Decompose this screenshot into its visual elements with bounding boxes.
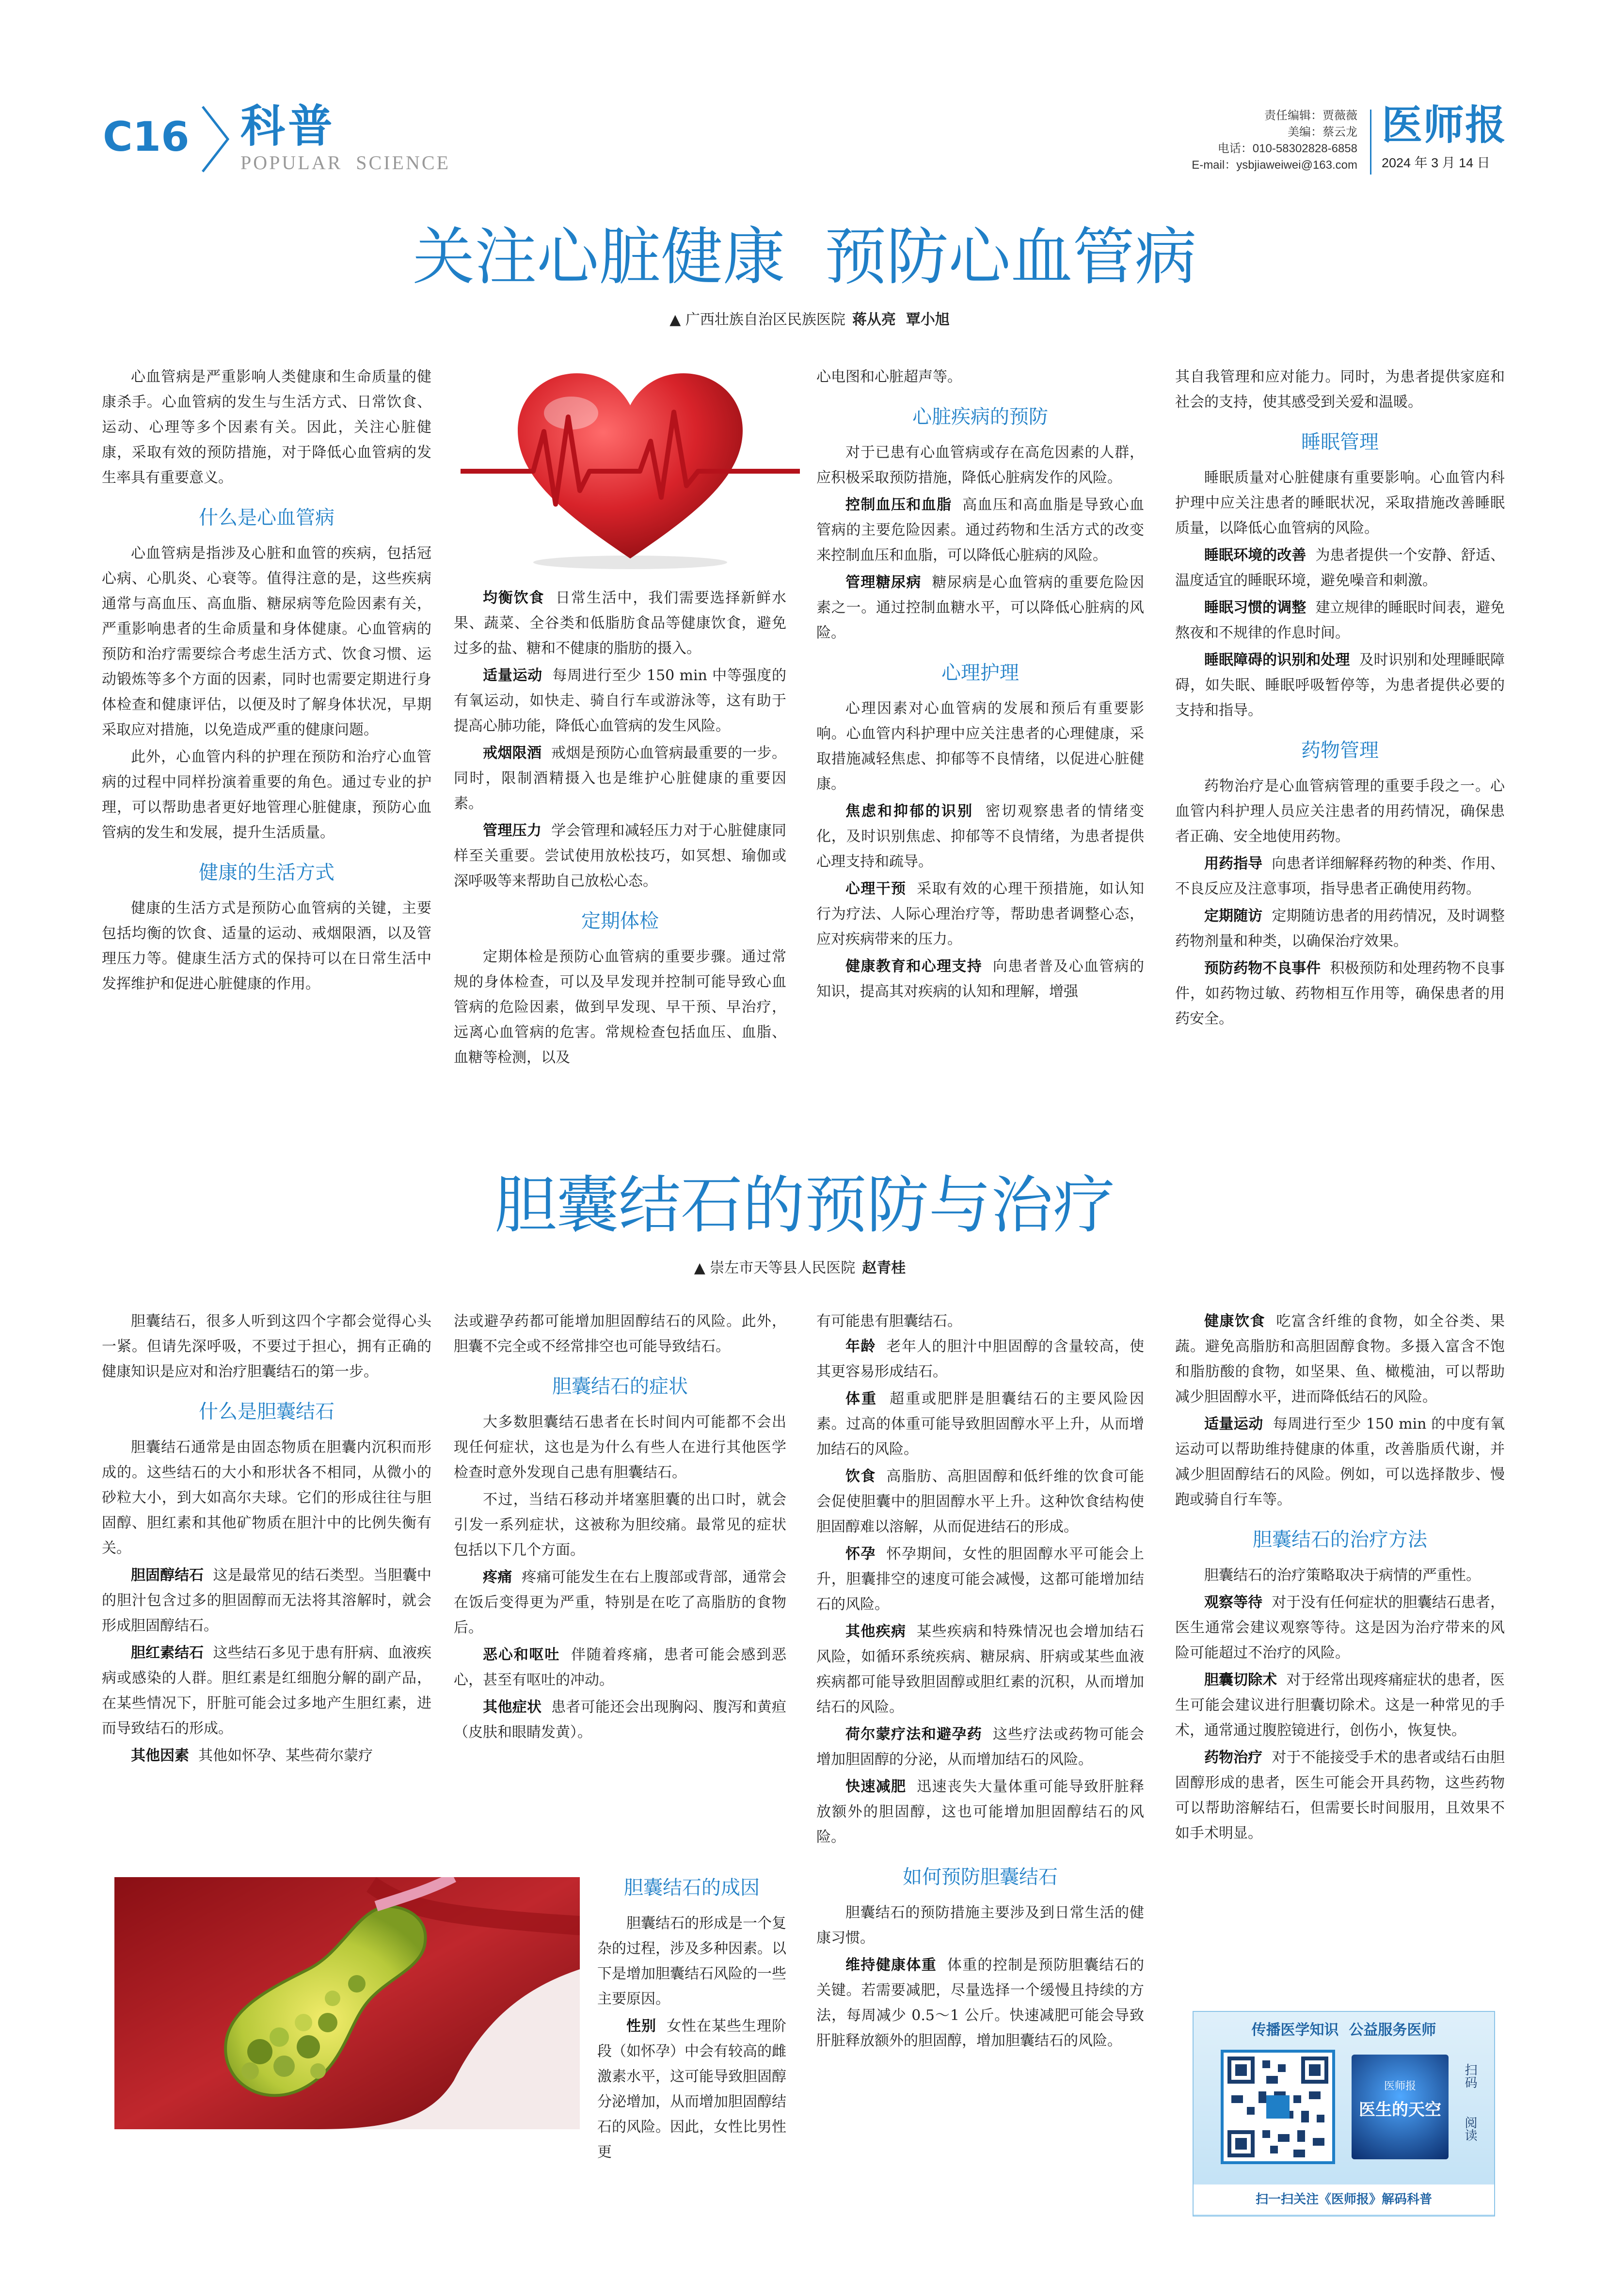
article2-column-2-lower [597, 1873, 786, 2165]
article2-column-3 [816, 1309, 1144, 2054]
side-text-a: 扫码 [1463, 2063, 1477, 2089]
article2-byline [533, 1256, 1067, 1277]
page-number: C16 [103, 113, 190, 160]
byline-authors: 蒋从亮 覃小旭 [852, 311, 950, 328]
paragraph: 预防药物不良事件 积极预防和处理药物不良事件，如药物过敏、药物相互作用等，确保患者的用药安全。 [1175, 960, 1505, 1027]
section-heading: 如何预防胆囊结石 [903, 1866, 1058, 1888]
article1-column-4 [1175, 365, 1505, 1032]
paragraph: 维持健康体重 体重的控制是预防胆囊结石的关键。若需要减肥，尽量选择一个缓慢且持续的方法，每周减少 0.5～1 公斤。快速减肥可能会导致肝脏释放额外的胆固醇，增加胆囊结石的风险。 [816, 1957, 1144, 2049]
article2-column-4 [1175, 1309, 1505, 1846]
section-heading: 心理护理 [941, 662, 1019, 684]
editor-credits [1144, 108, 1357, 174]
paragraph: 体重 超重或肥胖是胆囊结石的主要风险因素。过高的体重可能导致胆固醇水平上升，从而增加结石的风险。 [816, 1390, 1145, 1458]
bold-term: 恶心和呕吐 [483, 1646, 560, 1663]
paragraph: 怀孕 怀孕期间，女性的胆固醇水平可能会上升，胆囊排空的速度可能会减慢，这都可能增加结石的风险。 [816, 1546, 1145, 1613]
paragraph: 健康的生活方式是预防心血管病的关键，主要包括均衡的饮食、适量的运动、戒烟限酒，以及管理压力等。健康生活方式的保持可以在日常生活中发挥维护和促进心脏健康的作用。 [102, 900, 431, 992]
paragraph: 健康饮食 吃富含纤维的食物，如全谷类、果蔬。避免高脂肪和高胆固醇食物。多摄入富含不饱和脂肪酸的食物，如坚果、鱼、橄榄油，可以帮助减少胆固醇水平，进而降低结石的风险。 [1175, 1313, 1505, 1405]
paragraph: 胆囊结石的预防措施主要涉及到日常生活的健康习惯。 [816, 1904, 1144, 1946]
paragraph: 定期随访 定期随访患者的用药情况，及时调整药物剂量和种类，以确保治疗效果。 [1175, 908, 1505, 950]
paragraph: 对于已患有心血管病或存在高危因素的人群，应积极采取预防措施，降低心脏病发作的风险。 [816, 444, 1144, 486]
bold-term: 怀孕 [845, 1546, 876, 1563]
bold-term: 均衡饮食 [483, 590, 545, 606]
paragraph-continued: 有可能患有胆囊结石。 [816, 1313, 962, 1330]
paragraph: 睡眠环境的改善 为患者提供一个安静、舒适、温度适宜的睡眠环境，避免噪音和刺激。 [1175, 547, 1505, 589]
qr-code-icon [1224, 2053, 1332, 2161]
section-heading: 胆囊结石的症状 [552, 1375, 688, 1398]
paragraph: 此外，心血管内科的护理在预防和治疗心血管病的过程中同样扮演着重要的角色。通过专业的护理，可以帮助患者更好地管理心脏健康，预防心血管病的发生和发展，提升生活质量。 [102, 749, 431, 841]
chevron-right-icon [198, 103, 237, 175]
bold-term: 胆囊切除术 [1204, 1672, 1277, 1689]
heart-illustration [461, 359, 800, 572]
paragraph-continued: 其自我管理和应对能力。同时，为患者提供家庭和社会的支持，使其感受到关爱和温暖。 [1175, 368, 1505, 411]
paragraph: 大多数胆囊结石患者在长时间内可能都不会出现任何症状，这也是为什么有些人在进行其他医学检查时意外发现自己患有胆囊结石。 [454, 1414, 786, 1481]
article1-column-3 [816, 365, 1144, 1004]
paragraph: 其他因素 其他如怀孕、某些荷尔蒙疗 [131, 1747, 373, 1764]
paragraph: 心理因素对心血管病的发展和预后有重要影响。心血管内科护理中应关注患者的心理健康，采取措施减轻焦虑、抑郁等不良情绪，以促进心脏健康。 [816, 700, 1144, 793]
bold-term: 胆固醇结石 [131, 1567, 204, 1584]
paragraph: 心理干预 采取有效的心理干预措施，如认知行为疗法、人际心理治疗等，帮助患者调整心态，应对疾病带来的压力。 [816, 880, 1145, 948]
paragraph: 管理压力 学会管理和减轻压力对于心脏健康同样至关重要。尝试使用放松技巧，如冥想、瑜伽或深呼吸等来帮助自己放松心态。 [454, 822, 787, 890]
bold-term: 健康饮食 [1204, 1313, 1266, 1330]
paragraph: 戒烟限酒 戒烟是预防心血管病最重要的一步。同时，限制酒精摄入也是维护心脏健康的重要因素。 [454, 745, 787, 812]
bold-term: 睡眠障碍的识别和处理 [1204, 652, 1350, 669]
bold-term: 其他症状 [483, 1699, 542, 1716]
contact-email[interactable]: E-mail：ysbjiaweiwei@163.com [1192, 159, 1357, 172]
bold-term: 戒烟限酒 [483, 745, 542, 762]
promo-bottom-bar [1194, 2184, 1494, 2215]
article-intro: 心血管病是严重影响人类健康和生命质量的健康杀手。心血管病的发生与生活方式、日常饮食、运动、心理等多个因素有关。因此，关注心脏健康，采取有效的预防措施，对于降低心血管病的发生率具有重要意义。 [102, 368, 431, 486]
bold-term: 疼痛 [483, 1569, 512, 1586]
video-title: 医生的天空 [1359, 2100, 1441, 2120]
bold-term: 管理压力 [483, 822, 542, 839]
bold-term: 胆红素结石 [131, 1644, 204, 1661]
video-label: 医师报 [1384, 2080, 1416, 2092]
section-heading: 心脏疾病的预防 [912, 406, 1048, 428]
issue-date: 2024 年 3 月 14 日 [1382, 156, 1490, 170]
article1-column-1 [102, 365, 431, 997]
bold-term: 体重 [845, 1390, 877, 1407]
promo-box [1193, 2011, 1495, 2216]
bold-term: 药物治疗 [1204, 1749, 1263, 1766]
header-divider [1370, 110, 1371, 175]
bold-term: 快速减肥 [845, 1778, 907, 1795]
paragraph: 定期体检是预防心血管病的重要步骤。通过常规的身体检查，可以及早发现并控制可能导致心血管病的危险因素，做到早发现、早干预、早治疗，远离心血管病的危害。常规检查包括血压、血脂、血糖等检测，以及 [454, 948, 786, 1066]
paragraph: 性别 女性在某些生理阶段（如怀孕）中会有较高的雌激素水平，这可能导致胆固醇分泌增加，从而增加胆固醇结石的风险。因此，女性比男性更 [597, 2018, 787, 2161]
contact-phone: 电话：010-58302828-6858 [1217, 142, 1357, 155]
paragraph: 焦虑和抑郁的识别 密切观察患者的情绪变化，及时识别焦虑、抑郁等不良情绪，为患者提供心理支持和疏导。 [816, 803, 1145, 870]
bold-term: 其他因素 [131, 1747, 189, 1764]
paragraph: 适量运动 每周进行至少 150 min 的中度有氧运动可以帮助维持健康的体重，改善脂质代谢，并减少胆固醇结石的风险。例如，可以选择散步、慢跑或骑自行车等。 [1175, 1416, 1505, 1508]
section-heading: 睡眠管理 [1301, 431, 1379, 453]
paragraph: 控制血压和血脂 高血压和高血脂是导致心血管病的主要危险因素。通过药物和生活方式的改变来控制血压和血脂，可以降低心脏病的风险。 [816, 496, 1145, 564]
paragraph: 胆囊结石通常是由固态物质在胆囊内沉积而形成的。这些结石的大小和形状各不相同，从微小的砂粒大小，到大如高尔夫球。它们的形成往往与胆固醇、胆红素和其他矿物质在胆汁中的比例失衡有关。 [102, 1439, 431, 1557]
byline-authors: 赵青桂 [862, 1260, 906, 1276]
paragraph: 胆固醇结石 这是最常见的结石类型。当胆囊中的胆汁包含过多的胆固醇而无法将其溶解时，就会形成胆固醇结石。 [102, 1567, 432, 1634]
bold-term: 定期随访 [1204, 908, 1263, 925]
bold-term: 睡眠环境的改善 [1204, 547, 1306, 564]
paragraph: 胆囊结石的治疗策略取决于病情的严重性。 [1204, 1567, 1481, 1584]
bold-term: 其他疾病 [845, 1623, 907, 1640]
section-title: 科普 [240, 100, 336, 152]
byline-org: ▲ 广西壮族自治区民族医院 [669, 311, 845, 328]
paragraph: 其他疾病 某些疾病和特殊情况也会增加结石风险，如循环系统疾病、糖尿病、肝病或某些血液疾病都可能导致胆固醇或胆红素的沉积，从而增加结石的风险。 [816, 1623, 1145, 1716]
paragraph: 睡眠习惯的调整 建立规律的睡眠时间表，避免熬夜和不规律的作息时间。 [1175, 599, 1505, 641]
paragraph: 饮食 高脂肪、高胆固醇和低纤维的饮食可能会促使胆囊中的胆固醇水平上升。这种饮食结构使胆固醇难以溶解，从而促进结石的形成。 [816, 1468, 1145, 1535]
bold-term: 控制血压和血脂 [845, 496, 952, 513]
paragraph: 不过，当结石移动并堵塞胆囊的出口时，就会引发一系列症状，这被称为胆绞痛。最常见的症状包括以下几个方面。 [454, 1491, 786, 1559]
paragraph: 用药指导 向患者详细解释药物的种类、作用、不良反应及注意事项，指导患者正确使用药物。 [1175, 855, 1505, 897]
section-subtitle-en: POPULAR SCIENCE [240, 152, 450, 174]
section-heading: 什么是胆囊结石 [199, 1401, 335, 1423]
article-intro: 胆囊结石，很多人听到这四个字都会觉得心头一紧。但请先深呼吸，不要过于担心，拥有正确的健康知识是应对和治疗胆囊结石的第一步。 [102, 1313, 431, 1380]
section-heading: 健康的生活方式 [199, 861, 335, 884]
bold-term: 心理干预 [845, 880, 907, 897]
gallbladder-illustration [114, 1877, 580, 2129]
byline-org: ▲ 崇左市天等县人民医院 [694, 1260, 856, 1276]
paragraph: 恶心和呕吐 伴随着疼痛，患者可能会感到恶心，甚至有呕吐的冲动。 [454, 1646, 786, 1689]
editor-name: 责任编辑：贾薇薇 [1264, 109, 1357, 122]
article2-column-2 [454, 1309, 786, 1745]
paragraph: 疼痛 疼痛可能发生在右上腹部或背部，通常会在饭后变得更为严重，特别是在吃了高脂肪的食物后。 [454, 1569, 787, 1636]
paragraph: 睡眠障碍的识别和处理 及时识别和处理睡眠障碍，如失眠、睡眠呼吸暂停等，为患者提供必要的支持和指导。 [1175, 652, 1505, 719]
article1-byline [519, 307, 1100, 329]
paragraph: 适量运动 每周进行至少 150 min 中等强度的有氧运动，如快走、骑自行车或游泳等，这有助于提高心肺功能，降低心血管病的发生风险。 [454, 667, 787, 734]
paragraph: 胆囊切除术 对于经常出现疼痛症状的患者，医生可能会建议进行胆囊切除术。这是一种常见的手术，通常通过腹腔镜进行，创伤小，恢复快。 [1175, 1672, 1505, 1739]
paragraph: 胆红素结石 这些结石多见于患有肝病、血液疾病或感染的人群。胆红素是红细胞分解的副产品，在某些情况下，肝脏可能会过多地产生胆红素，进而导致结石的形成。 [102, 1644, 432, 1737]
article2-title: 胆囊结石的预防与治疗 [494, 1169, 1115, 1242]
promo-side-text [1455, 2057, 1484, 2152]
paragraph: 观察等待 对于没有任何症状的胆囊结石患者，医生通常会建议观察等待。这是因为治疗带来的风险可能超过不治疗的风险。 [1175, 1594, 1505, 1661]
video-thumbnail[interactable] [1352, 2055, 1449, 2159]
side-text-b: 阅读 [1463, 2116, 1477, 2141]
paragraph-continued: 心电图和心脏超声等。 [816, 368, 962, 385]
bold-term: 用药指导 [1204, 855, 1263, 872]
section-heading: 胆囊结石的治疗方法 [1253, 1529, 1427, 1551]
bold-term: 年龄 [845, 1338, 876, 1355]
paragraph: 快速减肥 迅速丧失大量体重可能导致肝脏释放额外的胆固醇，这也可能增加胆固醇结石的风险。 [816, 1778, 1145, 1846]
bold-term: 焦虑和抑郁的识别 [845, 803, 973, 820]
bold-term: 健康教育和心理支持 [845, 958, 983, 975]
article1-title: 关注心脏健康 预防心血管病 [413, 221, 1197, 293]
newspaper-logo: 医师报 [1382, 101, 1507, 149]
paragraph: 健康教育和心理支持 向患者普及心血管病的知识，提高其对疾病的认知和理解，增强 [816, 958, 1145, 1000]
paragraph: 年龄 老年人的胆汁中胆固醇的含量较高，使其更容易形成结石。 [816, 1338, 1145, 1380]
paragraph: 管理糖尿病 糖尿病是心血管病的重要危险因素之一。通过控制血糖水平，可以降低心脏病的风险。 [816, 574, 1144, 641]
bold-term: 饮食 [845, 1468, 876, 1485]
bold-term: 睡眠习惯的调整 [1204, 599, 1306, 616]
bold-term: 预防药物不良事件 [1204, 960, 1321, 977]
bold-term: 维持健康体重 [845, 1957, 937, 1974]
paragraph: 均衡饮食 日常生活中，我们需要选择新鲜水果、蔬菜、全谷类和低脂肪食品等健康饮食，避免过多的盐、糖和不健康的脂肪的摄入。 [454, 590, 787, 657]
promo-top-text: 传播医学知识 公益服务医师 [1251, 2022, 1436, 2039]
paragraph: 其他症状 患者可能还会出现胸闷、腹泻和黄疸（皮肤和眼睛发黄）。 [454, 1699, 787, 1741]
bold-term: 荷尔蒙疗法和避孕药 [845, 1726, 983, 1743]
paragraph-continued: 法或避孕药都可能增加胆固醇结石的风险。此外，胆囊不完全或不经常排空也可能导致结石。 [454, 1313, 786, 1355]
section-heading: 什么是心血管病 [199, 507, 335, 529]
bold-term: 适量运动 [483, 667, 542, 684]
art-editor-name: 美编：蔡云龙 [1288, 126, 1357, 139]
bold-term: 性别 [626, 2018, 656, 2035]
paragraph: 荷尔蒙疗法和避孕药 这些疗法或药物可能会增加胆固醇的分泌，从而增加结石的风险。 [816, 1726, 1145, 1768]
section-heading: 定期体检 [581, 910, 659, 932]
article2-column-1 [102, 1309, 431, 1769]
paragraph: 药物治疗是心血管病管理的重要手段之一。心血管内科护理人员应关注患者的用药情况，确保患者正确、安全地使用药物。 [1175, 778, 1505, 845]
bold-term: 适量运动 [1204, 1416, 1263, 1433]
section-heading: 药物管理 [1301, 739, 1379, 762]
bold-term: 管理糖尿病 [845, 574, 922, 591]
article1-column-2 [454, 586, 786, 1070]
section-heading: 胆囊结石的成因 [624, 1877, 760, 1899]
paragraph: 胆囊结石的形成是一个复杂的过程，涉及多种因素。以下是增加胆囊结石风险的一些主要原因。 [597, 1915, 786, 2008]
paragraph: 药物治疗 对于不能接受手术的患者或结石由胆固醇形成的患者，医生可能会开具药物，这些药物可以帮助溶解结石，但需要长时间服用，且效果不如手术明显。 [1175, 1749, 1505, 1842]
bold-term: 观察等待 [1204, 1594, 1263, 1611]
paragraph: 睡眠质量对心脏健康有重要影响。心血管内科护理中应关注患者的睡眠状况，采取措施改善睡眠质量，以降低心血管病的风险。 [1175, 469, 1505, 537]
promo-bottom-text: 扫一扫关注《医师报》解码科普 [1255, 2192, 1432, 2207]
paragraph: 心血管病是指涉及心脏和血管的疾病，包括冠心病、心肌炎、心衰等。值得注意的是，这些疾病通常与高血压、高血脂、糖尿病等危险因素有关，严重影响患者的生命质量和身体健康。心血管病的预防和治疗需要综合考虑生活方式、饮食习惯、运动锻炼等多个方面的因素，同时也需要定期进行身体检查和健康评估，以便及时了解身体状况，早期采取应对措施，以免造成严重的健康问题。 [102, 545, 431, 738]
qr-code[interactable] [1221, 2050, 1335, 2164]
